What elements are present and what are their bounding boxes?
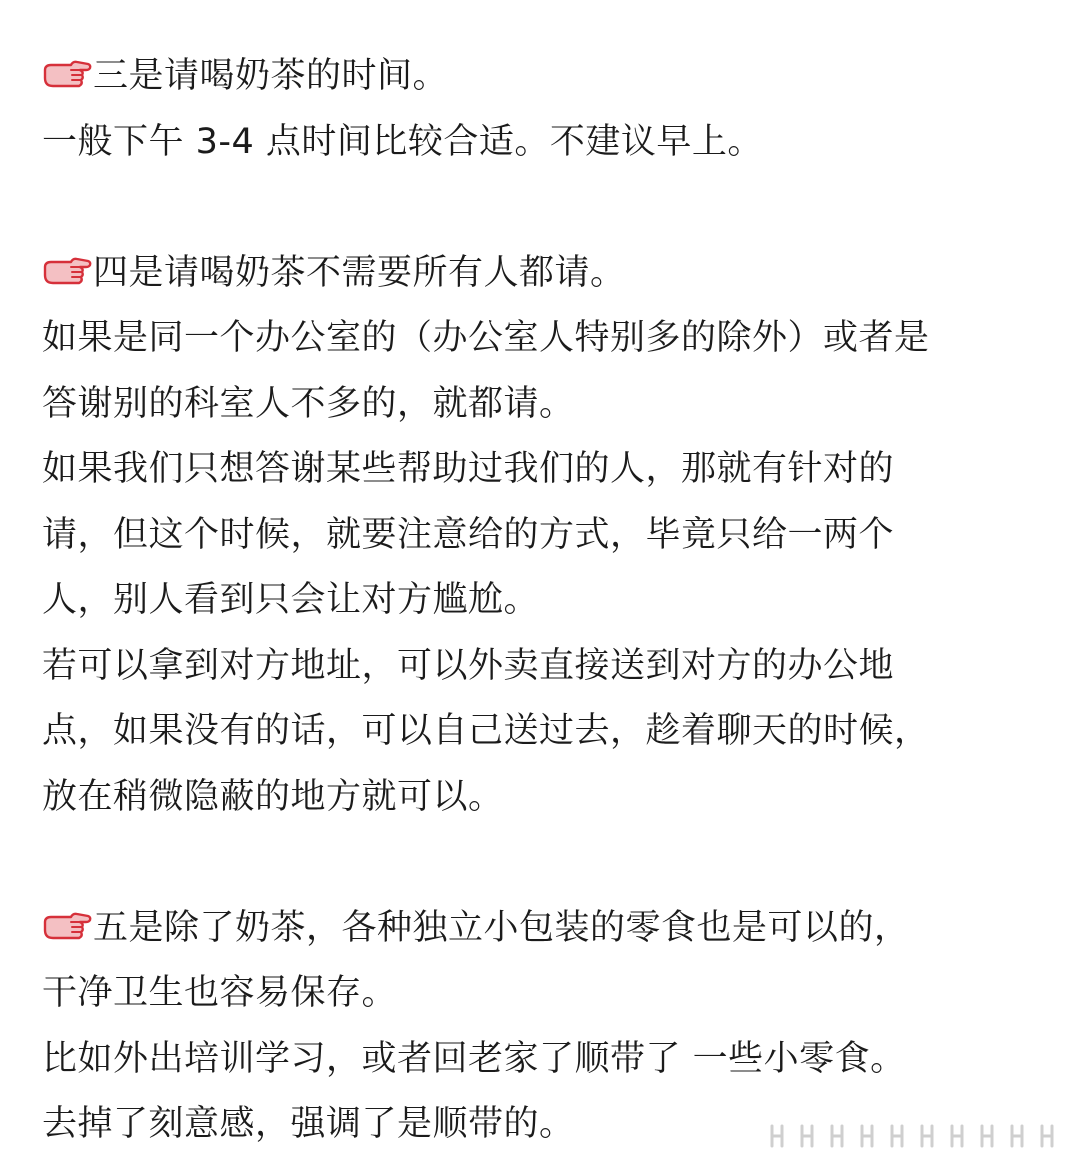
body-line: 放在稍微隐蔽的地方就可以。 bbox=[42, 776, 504, 817]
heading-text: 三是请喝奶茶的时间。 bbox=[93, 56, 449, 96]
post-content bbox=[42, 44, 1042, 1158]
section-heading bbox=[42, 44, 1042, 110]
paragraph-gap bbox=[42, 830, 1042, 896]
pointing-hand-icon bbox=[42, 255, 92, 289]
pointing-hand-icon bbox=[42, 910, 92, 944]
watermark bbox=[754, 1116, 1074, 1154]
body-line: 答谢别的科室人不多的，就都请。 bbox=[42, 383, 575, 424]
body-line: 去掉了刻意感，强调了是顺带的。 bbox=[42, 1104, 575, 1144]
body-line: 干净卫生也容易保存。 bbox=[42, 973, 398, 1013]
section-heading bbox=[42, 241, 1042, 307]
body-line: 点，如果没有的话，可以自己送过去，趁着聊天的时候， bbox=[42, 711, 930, 751]
pointing-hand-icon bbox=[42, 58, 92, 92]
body-line: 比如外出培训学习，或者回老家了顺带了 一些小零食。 bbox=[42, 1038, 906, 1079]
heading-text: 五是除了奶茶，各种独立小包装的零食也是可以的， bbox=[93, 907, 910, 948]
body-line: 如果是同一个办公室的（办公室人特别多的除外）或者是 bbox=[42, 318, 930, 358]
body-line: 请，但这个时候，就要注意给的方式，毕竟只给一两个 bbox=[42, 514, 895, 555]
body-line: 如果我们只想答谢某些帮助过我们的人，那就有针对的 bbox=[42, 449, 895, 489]
body-line: 一般下午 3-4 点时间比较合适。不建议早上。 bbox=[42, 121, 763, 162]
paragraph-gap bbox=[42, 175, 1042, 241]
heading-text: 四是请喝奶茶不需要所有人都请。 bbox=[93, 252, 626, 293]
section-heading bbox=[42, 896, 1042, 962]
body-line: 人，别人看到只会让对方尴尬。 bbox=[42, 580, 540, 620]
body-line: 若可以拿到对方地址，可以外卖直接送到对方的办公地 bbox=[42, 645, 895, 686]
